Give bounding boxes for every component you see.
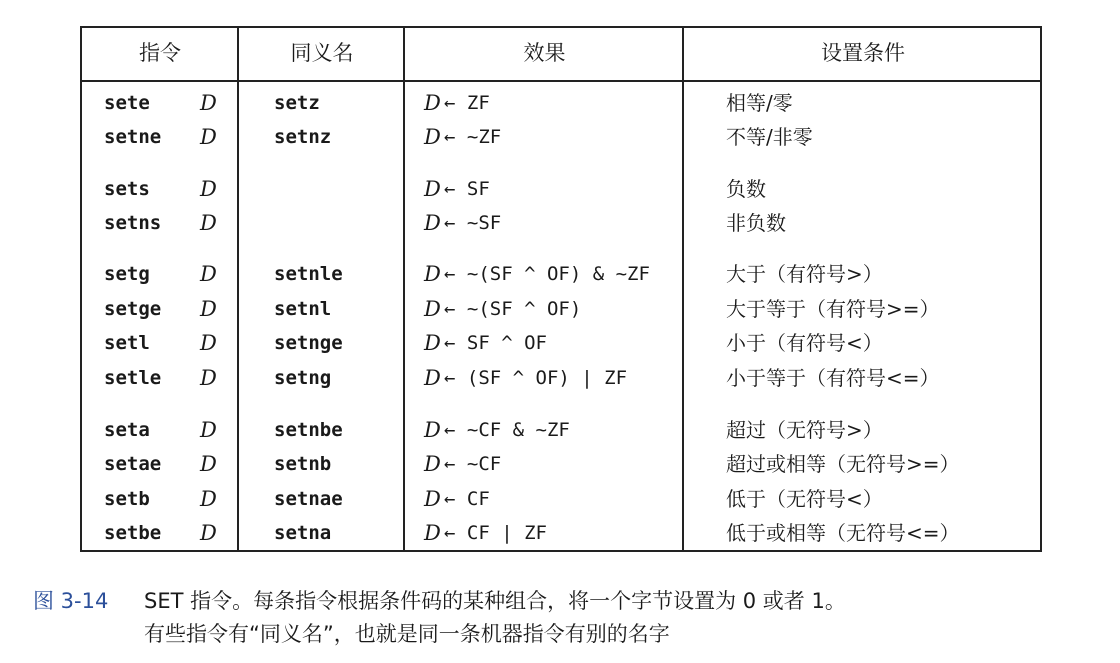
- effect-cell: ← ~CF: [444, 453, 502, 475]
- effect-lhs-cell: D: [424, 366, 441, 390]
- instruction-cell: setle: [104, 367, 162, 389]
- operand-cell: D: [200, 262, 217, 286]
- synonym-cell: setz: [274, 92, 320, 114]
- table-row: [82, 482, 1040, 516]
- instruction-cell: setbe: [104, 522, 162, 544]
- header-effect: 效果: [523, 41, 566, 65]
- operand-cell: D: [200, 366, 217, 390]
- table-row: [82, 413, 1040, 447]
- operand-cell: D: [200, 521, 217, 545]
- synonym-cell: setna: [274, 522, 332, 544]
- condition-cell: 超过或相等（无符号>=）: [726, 452, 960, 476]
- instruction-cell: setge: [104, 298, 162, 320]
- instruction-cell: setne: [104, 126, 162, 148]
- table-row: [82, 257, 1040, 291]
- header-instruction: 指令: [139, 41, 181, 65]
- synonym-cell: setnae: [274, 488, 343, 510]
- effect-lhs-cell: D: [424, 418, 441, 442]
- effect-cell: ← (SF ^ OF) | ZF: [444, 367, 628, 389]
- effect-cell: ← ~(SF ^ OF): [444, 298, 582, 320]
- condition-cell: 大于等于（有符号>=）: [726, 297, 940, 321]
- table-row: [82, 206, 1040, 240]
- effect-lhs-cell: D: [424, 487, 441, 511]
- condition-cell: 不等/非零: [726, 125, 813, 149]
- condition-cell: 小于（有符号<）: [726, 331, 883, 355]
- condition-cell: 负数: [726, 177, 766, 201]
- condition-cell: 低于（无符号<）: [726, 487, 883, 511]
- condition-cell: 低于或相等（无符号<=）: [726, 521, 960, 545]
- synonym-cell: setnz: [274, 126, 332, 148]
- instruction-cell: sete: [104, 92, 150, 114]
- instruction-cell: setg: [104, 263, 150, 285]
- synonym-cell: setnb: [274, 453, 332, 475]
- table-row: [82, 447, 1040, 481]
- effect-lhs-cell: D: [424, 521, 441, 545]
- operand-cell: D: [200, 125, 217, 149]
- effect-cell: ← SF: [444, 178, 490, 200]
- condition-cell: 超过（无符号>）: [726, 418, 883, 442]
- effect-lhs-cell: D: [424, 125, 441, 149]
- operand-cell: D: [200, 452, 217, 476]
- condition-cell: 相等/零: [726, 91, 793, 115]
- operand-cell: D: [200, 487, 217, 511]
- instruction-cell: sets: [104, 178, 150, 200]
- synonym-cell: setnle: [274, 263, 343, 285]
- effect-lhs-cell: D: [424, 91, 441, 115]
- instruction-cell: setns: [104, 212, 162, 234]
- effect-cell: ← CF | ZF: [444, 522, 547, 544]
- synonym-cell: setng: [274, 367, 332, 389]
- operand-cell: D: [200, 91, 217, 115]
- synonym-cell: setnbe: [274, 419, 343, 441]
- instruction-cell: seta: [104, 419, 150, 441]
- synonym-cell: setnge: [274, 332, 343, 354]
- condition-cell: 大于（有符号>）: [726, 262, 883, 286]
- table-row: [82, 172, 1040, 206]
- effect-cell: ← CF: [444, 488, 490, 510]
- header-condition: 设置条件: [821, 41, 905, 65]
- synonym-cell: setnl: [274, 298, 332, 320]
- effect-cell: ← ~CF & ~ZF: [444, 419, 570, 441]
- instruction-cell: setl: [104, 332, 150, 354]
- caption-line-2: 有些指令有“同义名”，也就是同一条机器指令有别的名字: [144, 622, 670, 646]
- effect-cell: ← ~ZF: [444, 126, 502, 148]
- operand-cell: D: [200, 211, 217, 235]
- set-instructions-table: [80, 26, 1042, 552]
- table-row: [82, 86, 1040, 120]
- table-row: [82, 292, 1040, 326]
- operand-cell: D: [200, 331, 217, 355]
- operand-cell: D: [200, 177, 217, 201]
- effect-lhs-cell: D: [424, 452, 441, 476]
- table-row: [82, 326, 1040, 360]
- effect-lhs-cell: D: [424, 211, 441, 235]
- figure-label: 图 3-14: [33, 589, 109, 613]
- operand-cell: D: [200, 297, 217, 321]
- table-row: [82, 361, 1040, 395]
- effect-lhs-cell: D: [424, 262, 441, 286]
- effect-cell: ← SF ^ OF: [444, 332, 547, 354]
- instruction-cell: setb: [104, 488, 150, 510]
- condition-cell: 小于等于（有符号<=）: [726, 366, 940, 390]
- effect-lhs-cell: D: [424, 331, 441, 355]
- table-header: [82, 28, 1040, 82]
- operand-cell: D: [200, 418, 217, 442]
- effect-cell: ← ~(SF ^ OF) & ~ZF: [444, 263, 650, 285]
- table-row: [82, 120, 1040, 154]
- header-synonym: 同义名: [290, 41, 354, 65]
- instruction-cell: setae: [104, 453, 162, 475]
- effect-lhs-cell: D: [424, 297, 441, 321]
- effect-lhs-cell: D: [424, 177, 441, 201]
- condition-cell: 非负数: [726, 211, 786, 235]
- table-row: [82, 516, 1040, 550]
- effect-cell: ← ~SF: [444, 212, 502, 234]
- effect-cell: ← ZF: [444, 92, 490, 114]
- caption-line-1: SET 指令。每条指令根据条件码的某种组合，将一个字节设置为 0 或者 1。: [144, 589, 846, 613]
